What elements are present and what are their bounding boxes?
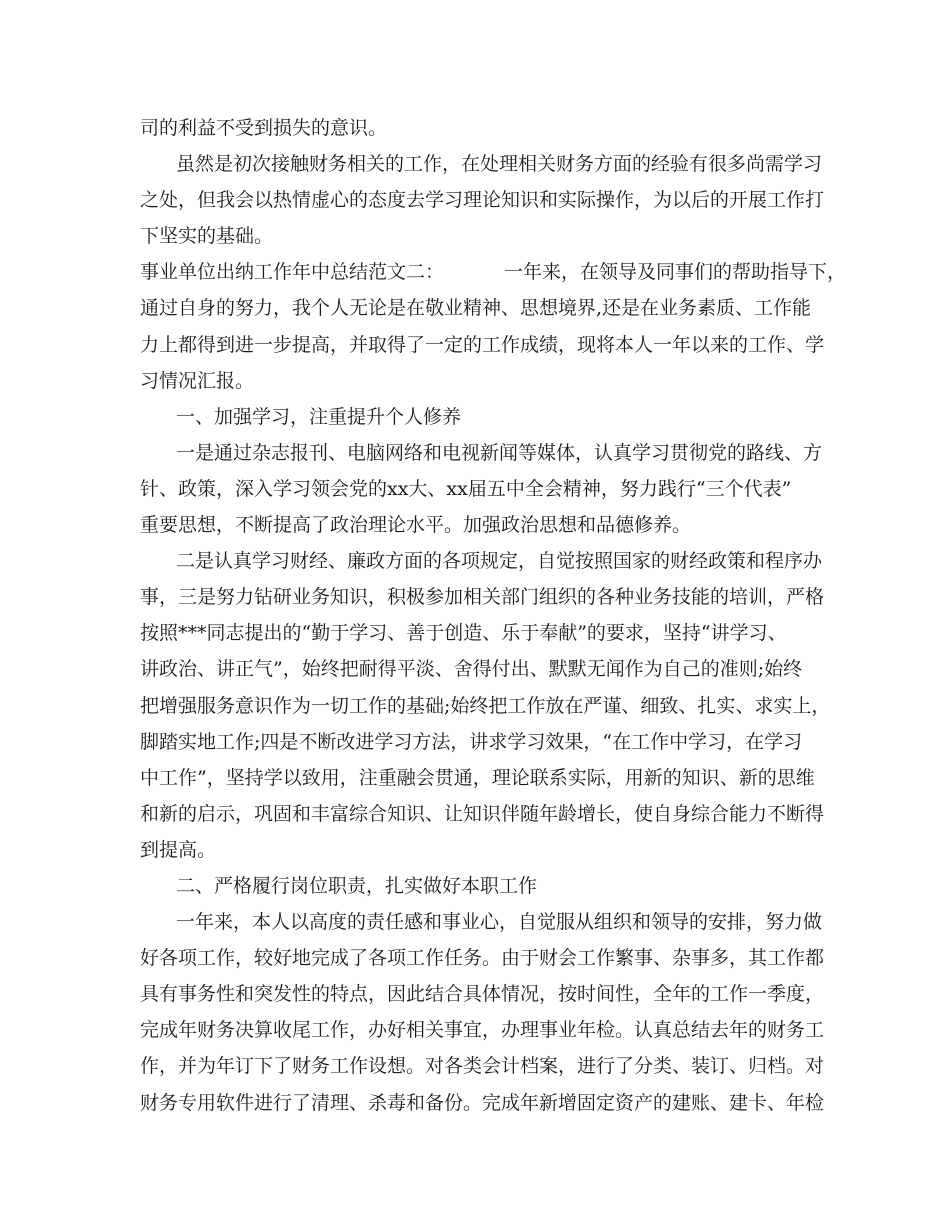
line-text: 下坚实的基础。 <box>140 225 274 248</box>
text-line <box>140 868 830 904</box>
text-line <box>140 399 830 435</box>
line-text: 通过自身的努力，我个人无论是在敬业精神、思想境界,还是在业务素质、工作能 <box>140 297 812 320</box>
text-line <box>140 796 830 832</box>
text-line <box>140 110 830 146</box>
line-text: 二是认真学习财经、廉政方面的各项规定，自觉按照国家的财经政策和程序办 <box>176 550 823 573</box>
text-line <box>140 688 830 724</box>
line-text: 把增强服务意识作为一切工作的基础;始终把工作放在严谨、细致、扎实、求实上， <box>140 694 831 717</box>
line-text: 到提高。 <box>140 838 217 861</box>
text-line <box>140 651 830 687</box>
text-line <box>140 1085 830 1121</box>
subheading: 二、严格履行岗位职责，扎实做好本职工作 <box>176 874 538 897</box>
text-line <box>140 904 830 940</box>
subheading: 一、加强学习，注重提升个人修养 <box>176 405 462 428</box>
line-text: 财务专用软件进行了清理、杀毒和备份。完成年新增固定资产的建账、建卡、年检 <box>140 1091 825 1114</box>
text-line <box>140 182 830 218</box>
line-text: 按照***同志提出的“勤于学习、善于创造、乐于奉献”的要求，坚持“讲学习、 <box>140 622 787 645</box>
line-text: 和新的启示，巩固和丰富综合知识、让知识伴随年龄增长，使自身综合能力不断得 <box>140 802 825 825</box>
section-heading: 事业单位出纳工作年中总结范文二： <box>140 261 445 284</box>
line-text: 虽然是初次接触财务相关的工作，在处理相关财务方面的经验有很多尚需学习 <box>176 153 823 176</box>
line-text: 针、政策，深入学习领会党的xx大、xx届五中全会精神，努力践行“三个代表” <box>140 477 792 500</box>
text-line <box>140 363 830 399</box>
text-line <box>140 940 830 976</box>
text-line <box>140 1012 830 1048</box>
document-body <box>140 110 847 1121</box>
text-line <box>140 724 830 760</box>
text-line <box>140 760 830 796</box>
line-text: 司的利益不受到损失的意识。 <box>140 117 388 139</box>
line-text: 脚踏实地工作;四是不断改进学习方法，讲求学习效果，“在工作中学习，在学习 <box>140 730 803 753</box>
line-text: 讲政治、讲正气”，始终把耐得平淡、舍得付出、默默无闻作为自己的准则;始终 <box>140 658 803 681</box>
text-line <box>140 832 830 868</box>
line-text: 之处，但我会以热情虚心的态度去学习理论知识和实际操作，为以后的开展工作打 <box>140 189 825 212</box>
text-line <box>140 290 830 326</box>
line-text: 一是通过杂志报刊、电脑网络和电视新闻等媒体，认真学习贯彻党的路线、方 <box>176 441 823 464</box>
line-text: 好各项工作，较好地完成了各项工作任务。由于财会工作繁事、杂事多，其工作都 <box>140 947 825 970</box>
line-text: 重要思想，不断提高了政治理论水平。加强政治思想和品德修养。 <box>140 514 692 537</box>
text-line <box>140 615 830 651</box>
line-text: 作，并为年订下了财务工作设想。对各类会计档案，进行了分类、装订、归档。对 <box>140 1055 825 1078</box>
text-line <box>140 1048 830 1084</box>
text-line <box>140 146 830 182</box>
text-line <box>140 471 830 507</box>
text-line <box>140 327 830 363</box>
line-text: 完成年财务决算收尾工作，办好相关事宜，办理事业年检。认真总结去年的财务工 <box>140 1019 825 1042</box>
line-text: 具有事务性和突发性的特点，因此结合具体情况，按时间性，全年的工作一季度， <box>140 983 825 1006</box>
text-line <box>140 254 847 290</box>
text-line <box>140 435 830 471</box>
line-text: 习情况汇报。 <box>140 369 255 392</box>
text-line <box>140 976 830 1012</box>
line-text: 一年来，本人以高度的责任感和事业心，自觉服从组织和领导的安排，努力做 <box>176 911 823 934</box>
line-text: 事，三是努力钻研业务知识，积极参加相关部门组织的各种业务技能的培训，严格 <box>140 586 825 609</box>
text-line <box>140 218 830 254</box>
text-line <box>140 579 830 615</box>
text-line <box>140 543 830 579</box>
line-text: 一年来，在领导及同事们的帮助指导下， <box>504 261 847 284</box>
text-line <box>140 507 830 543</box>
line-text: 力上都得到进一步提高，并取得了一定的工作成绩，现将本人一年以来的工作、学 <box>140 333 825 356</box>
line-text: 中工作”，坚持学以致用，注重融会贯通，理论联系实际，用新的知识、新的思维 <box>140 766 815 789</box>
